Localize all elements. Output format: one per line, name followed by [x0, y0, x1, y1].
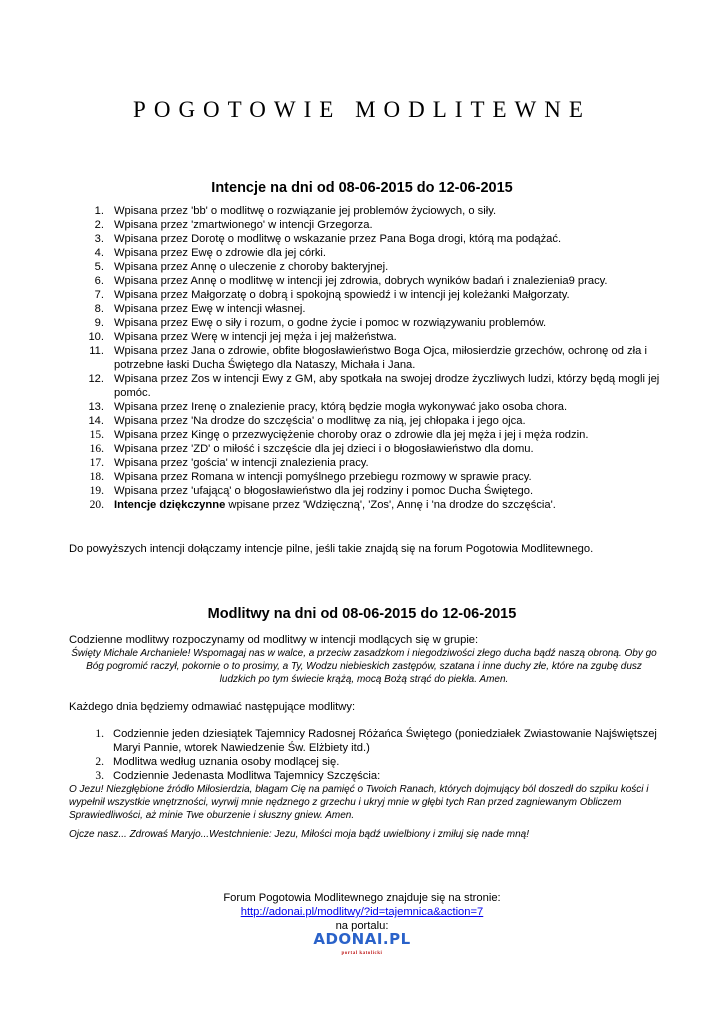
prayer-item: 3. Codziennie Jedenasta Modlitwa Tajemnicy Szczęścia:: [95, 770, 381, 782]
footer-link-row: [0, 905, 724, 919]
closing-prayer-text: Ojcze nasz... Zdrowaś Maryjo...Westchnienie: Jezu, Miłości moja bądź uwielbiony i zmiłuj się nade mną!: [69, 829, 529, 840]
adonai-logo-subtitle: portal katolicki: [341, 951, 383, 956]
daily-prayers-intro: Każdego dnia będziemy odmawiać następujące modlitwy:: [69, 701, 356, 713]
intention-item: 15. Wpisana przez Kingę o przezwyciężenie choroby oraz o zdrowie dla jej męża i jej i męża rodzin.: [89, 429, 589, 441]
jesus-prayer-text: O Jezu! Niezgłębione źródło Miłosierdzia, błagam Cię na pamięć o Twoich Ranach, których dojmujący ból doszedł do szpiku kości i wypełnił wszystkie wnętrzności, wyrwij mnie nędznego z grzechu i ukryj mnie w głębi tych Ran przed zagniewanym Obliczem Sprawiedliwości, aż minie Twe oburzenie i słuszny gniew. Amen.: [69, 784, 649, 821]
michael-prayer-text: Święty Michale Archaniele! Wspomagaj nas w walce, a przeciw zasadzkom i niegodziwości złego ducha bądź naszą obroną. Oby go Bóg pogromić raczył, pokornie o to prosimy, a Ty, Wodzu niebieskich zastępów, szatana i inne duchy złe, które na zgubę dusz ludzkich po tym świecie krążą, mocą Bożą strąć do piekła. Amen.: [71, 648, 657, 685]
intention-item: 4. Wpisana przez Ewę o zdrowie dla jej córki.: [94, 247, 327, 259]
intention-item: 1. Wpisana przez 'bb' o modlitwę o rozwiązanie jej problemów życiowych, o siły.: [94, 205, 497, 217]
adonai-logo[interactable]: [0, 931, 724, 962]
urgent-intentions-note: Do powyższych intencji dołączamy intencje pilne, jeśli takie znajdą się na forum Pogotowia Modlitewnego.: [69, 543, 594, 555]
intention-item: 2. Wpisana przez 'zmartwionego' w intencji Grzegorza.: [94, 219, 373, 231]
intention-item: 13. Wpisana przez Irenę o znalezienie pracy, którą będzie mogła wykonywać jako osoba chora.: [88, 401, 568, 413]
intention-item: 7. Wpisana przez Małgorzatę o dobrą i spokojną spowiedź i w intencji jej koleżanki Małgorzaty.: [94, 289, 570, 301]
page-title: POGOTOWIE MODLITEWNE: [133, 97, 591, 122]
daily-prayers-list: [0, 727, 724, 783]
forum-link[interactable]: http://adonai.pl/modlitwy/?id=tajemnica&action=7: [240, 906, 484, 918]
intention-item: 5. Wpisana przez Annę o uleczenie z choroby bakteryjnej.: [94, 261, 389, 273]
intention-item: 12. Wpisana przez Zos w intencji Ewy z GM, aby spotkała na swojej drodze życzliwych ludzi, którzy będą mogli jej pomóc.: [88, 373, 660, 399]
intention-item: 3. Wpisana przez Dorotę o modlitwę o wskazanie przez Pana Boga drogi, którą ma podążać.: [94, 233, 562, 245]
prayers-heading: Modlitwy na dni od 08-06-2015 do 12-06-2015: [207, 606, 517, 622]
footer-forum-text: Forum Pogotowia Modlitewnego znajduje się na stronie:: [223, 892, 501, 904]
intention-item: 18. Wpisana przez Romana w intencji pomyślnego przebiegu rozmowy w sprawie pracy.: [89, 471, 532, 483]
intention-item: 9. Wpisana przez Ewę o siły i rozum, o godne życie i pomoc w rozwiązywaniu problemów.: [94, 317, 547, 329]
footer-portal-text: na portalu:: [335, 920, 389, 932]
intention-item-thanksgiving: 20. Intencje dziękczynne wpisane przez 'Wdzięczną', 'Zos', Annę i 'na drodze do szczęścia'.: [89, 499, 556, 511]
intentions-heading: Intencje na dni od 08-06-2015 do 12-06-2015: [211, 180, 513, 196]
adonai-logo-text: ADONAI.PL portal katolicki: [313, 931, 410, 962]
prayer-item: 2. Modlitwa według uznania osoby modlącej się.: [95, 756, 340, 768]
prayers-intro: Codzienne modlitwy rozpoczynamy od modlitwy w intencji modlących się w grupie:: [69, 634, 479, 646]
intention-item: 11. Wpisana przez Jana o zdrowie, obfite błogosławieństwo Boga Ojca, miłosierdzie grzechów, ochronę od zła i potrzebne łaski Ducha Świętego dla Nataszy, Michała i Jana.: [89, 345, 647, 371]
intention-item: 10. Wpisana przez Werę w intencji jej męża i jej małżeństwa.: [88, 331, 397, 343]
intention-item: 17. Wpisana przez 'gościa' w intencji znalezienia pracy.: [89, 457, 369, 469]
intention-item: 6. Wpisana przez Annę o modlitwę w intencji jej zdrowia, dobrych wyników badań i znalezienia9 pracy.: [94, 275, 608, 287]
intention-item: 16. Wpisana przez 'ZD' o miłość i szczęście dla jej dzieci i o błogosławieństwo dla domu.: [89, 443, 534, 455]
prayer-item: 1. Codziennie jeden dziesiątek Tajemnicy Radosnej Różańca Świętego (poniedziałek Zwiastowanie Najświętszej Maryi Pannie, wtorek Nawiedzenie Św. Elżbiety itd.): [95, 728, 657, 754]
intentions-list: [0, 204, 724, 512]
intention-item: 19. Wpisana przez 'ufającą' o błogosławieństwo dla jej rodziny i pomoc Ducha Świętego.: [89, 485, 534, 497]
intention-item: 8. Wpisana przez Ewę w intencji własnej.: [94, 303, 306, 315]
intention-item: 14. Wpisana przez 'Na drodze do szczęścia' o modlitwę za nią, jej chłopaka i jego ojca.: [88, 415, 526, 427]
